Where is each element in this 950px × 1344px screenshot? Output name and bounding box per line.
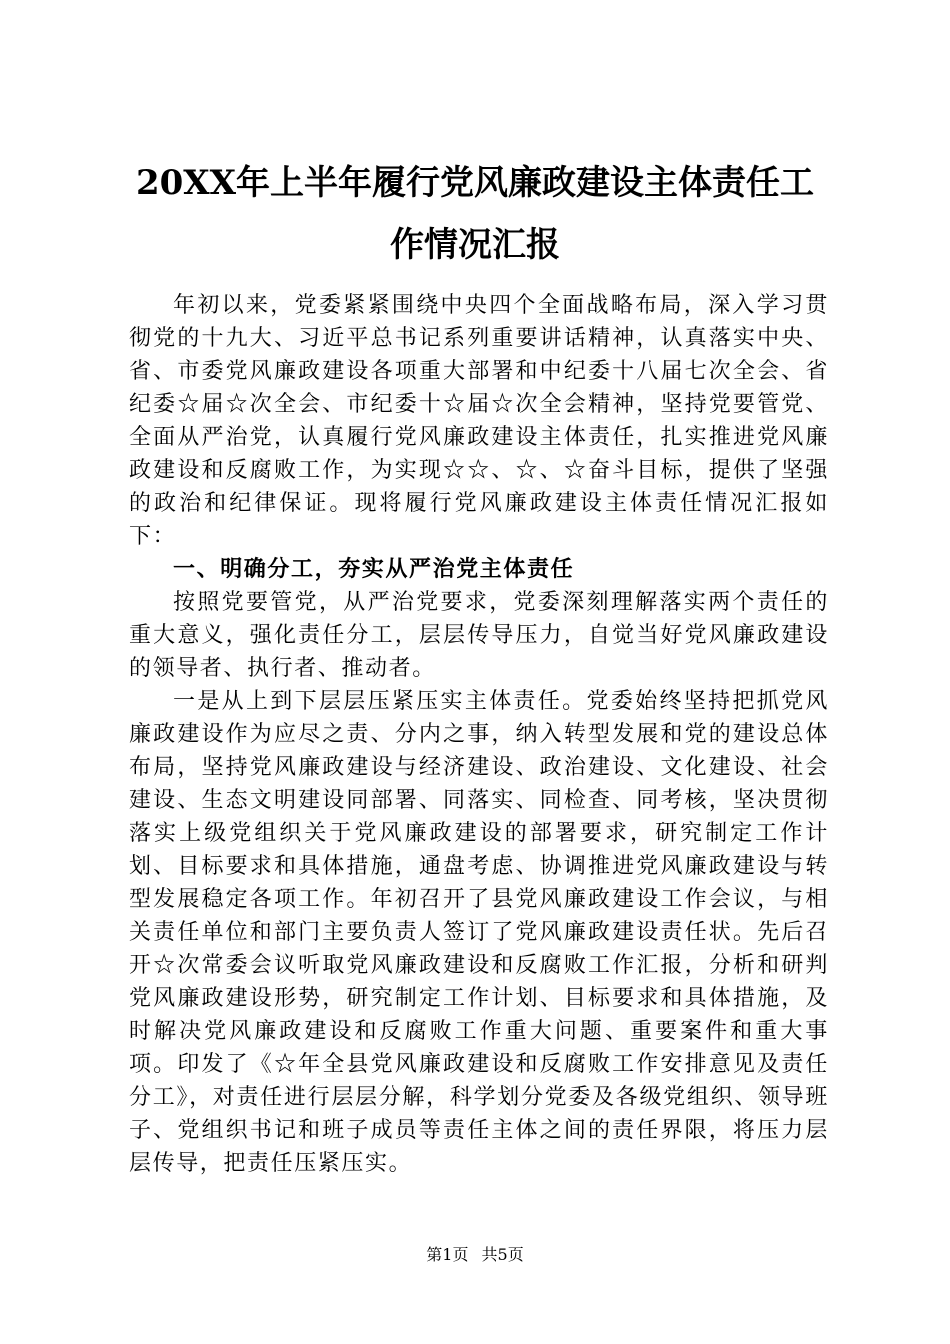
section-heading: 一、明确分工，夯实从严治党主体责任 bbox=[173, 556, 575, 582]
intro-paragraph: 年初以来，党委紧紧围绕中央四个全面战略布局，深入学习贯彻党的十九大、习近平总书记系列重要讲话精神，认真落实中央、省、市委党风廉政建设各项重大部署和中纪委十八届七次全会、省纪委☆届☆次全会、市纪委十☆届☆次全会精神，坚持党要管党、全面从严治党，认真履行党风廉政建设主体责任，扎实推进党风廉政建设和反腐败工作，为实现☆☆、☆、☆奋斗目标，提供了坚强的政治和纪律保证。现将履行党风廉政建设主体责任情况汇报如下： bbox=[129, 293, 829, 549]
section-paragraph-2: 一是从上到下层层压紧压实主体责任。党委始终坚持把抓党风廉政建设作为应尽之责、分内之事，纳入转型发展和党的建设总体布局，坚持党风廉政建设与经济建设、政治建设、文化建设、社会建设、生态文明建设同部署、同落实、同检查、同考核，坚决贯彻落实上级党组织关于党风廉政建设的部署要求，研究制定工作计划、目标要求和具体措施，通盘考虑、协调推进党风廉政建设与转型发展稳定各项工作。年初召开了县党风廉政建设工作会议，与相关责任单位和部门主要负责人签订了党风廉政建设责任状。先后召开☆次常委会议听取党风廉政建设和反腐败工作汇报，分析和研判党风廉政建设形势，研究制定工作计划、目标要求和具体措施，及时解决党风廉政建设和反腐败工作重大问题、重要案件和重大事项。印发了《☆年全县党风廉政建设和反腐败工作安排意见及责任分工》，对责任进行层层分解，科学划分党委及各级党组织、领导班子、党组织书记和班子成员等责任主体之间的责任界限，将压力层层传导，把责任压紧压实。 bbox=[129, 689, 829, 1176]
page-total: 共5页 bbox=[481, 1245, 524, 1264]
page-footer bbox=[0, 1244, 950, 1266]
page-number: 第1页 bbox=[426, 1245, 469, 1264]
section-paragraph-1: 按照党要管党，从严治党要求，党委深刻理解落实两个责任的重大意义，强化责任分工，层层传导压力，自觉当好党风廉政建设的领导者、执行者、推动者。 bbox=[129, 590, 829, 681]
document-body bbox=[129, 289, 829, 1180]
document-title: 20XX年上半年履行党风廉政建设主体责任工作情况汇报 bbox=[135, 163, 815, 265]
